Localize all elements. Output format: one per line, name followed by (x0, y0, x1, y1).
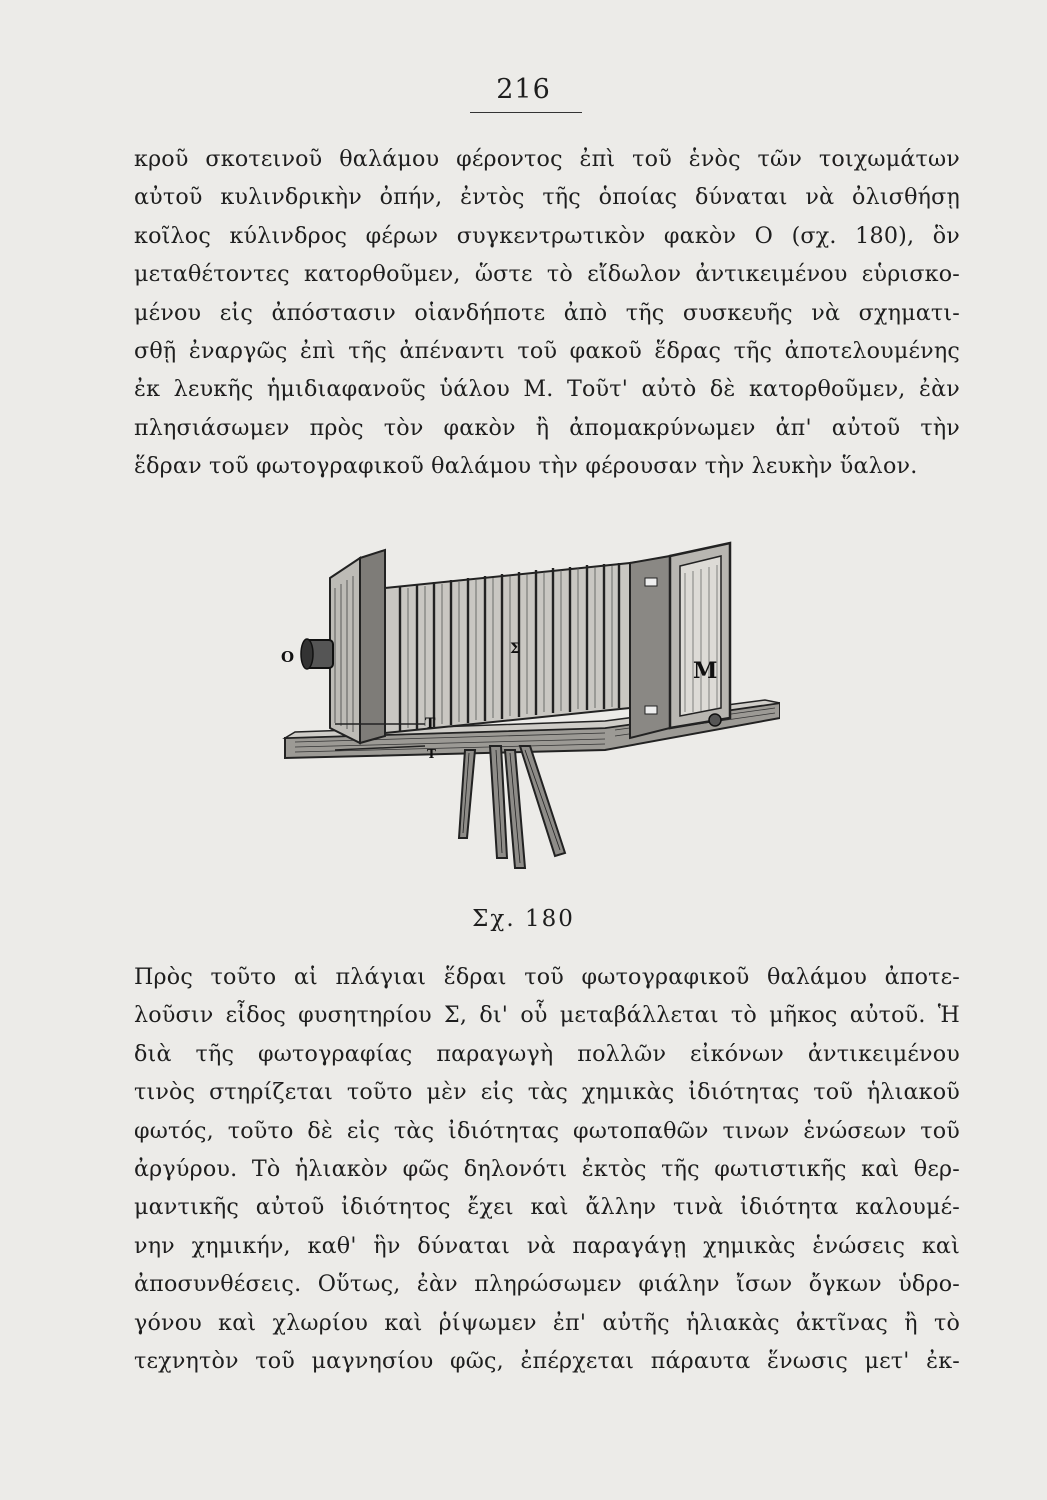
figure-caption: Σχ. 180 (472, 906, 575, 932)
paragraph-1 (134, 140, 960, 486)
text-line: σθῇ ἐναργῶς ἐπὶ τῆς ἀπέναντι τοῦ φακοῦ ἕδρας τῆς ἀποτελουμένης (134, 337, 960, 364)
text-line: μαντικῆς αὐτοῦ ἰδιότητος ἔχει καὶ ἄλλην τινὰ ἰδιότητα καλουμέ- (134, 1194, 960, 1221)
header-rule (470, 112, 582, 113)
figure-label-t-upper: T (425, 716, 436, 732)
text-line: ἐκ λευκῆς ἡμιδιαφανοῦς ὑάλου Μ. Τοῦτ' αὐτὸ δὲ κατορθοῦμεν, ἐὰν (134, 376, 960, 403)
text-line: γόνου καὶ χλωρίου καὶ ῥίψωμεν ἐπ' αὐτῆς ἡλιακὰς ἀκτῖνας ἢ τὸ (134, 1309, 960, 1336)
figure-label-sigma: Σ (510, 641, 520, 657)
text-line: ἀποσυνθέσεις. Οὕτως, ἐὰν πληρώσωμεν φιάλην ἴσων ὄγκων ὑδρο- (134, 1271, 960, 1298)
text-line: νην χημικήν, καθ' ἣν δύναται νὰ παραγάγῃ χημικὰς ἑνώσεις καὶ (134, 1232, 960, 1259)
text-line: μένου εἰς ἀπόστασιν οἱανδήποτε ἀπὸ τῆς συσκευῆς νὰ σχηματι- (134, 299, 960, 326)
camera-figure (275, 528, 780, 873)
text-line: πλησιάσωμεν πρὸς τὸν φακὸν ἢ ἀπομακρύνωμεν ἀπ' αὐτοῦ τὴν (134, 414, 960, 441)
text-line: τεχνητὸν τοῦ μαγνησίου φῶς, ἐπέρχεται πάραυτα ἕνωσις μετ' ἐκ- (134, 1347, 960, 1374)
text-line: διὰ τῆς φωτογραφίας παραγωγὴ πολλῶν εἰκόνων ἀντικειμένου (134, 1040, 960, 1067)
text-line: τινὸς στηρίζεται τοῦτο μὲν εἰς τὰς χημικὰς ἰδιότητας τοῦ ἡλιακοῦ (134, 1079, 960, 1106)
text-line: κροῦ σκοτεινοῦ θαλάμου φέροντος ἐπὶ τοῦ ἑνὸς τῶν τοιχωμάτων (134, 146, 960, 172)
text-line: κοῖλος κύλινδρος φέρων συγκεντρωτικὸν φακὸν Ο (σχ. 180), ὃν (134, 222, 960, 249)
bellows-camera-illustration (275, 528, 780, 873)
text-line: ἀργύρου. Τὸ ἡλιακὸν φῶς δηλονότι ἐκτὸς τῆς φωτιστικῆς καὶ θερ- (134, 1155, 960, 1182)
figure-label-m: M (693, 658, 718, 684)
text-line: αὐτοῦ κυλινδρικὴν ὀπήν, ἐντὸς τῆς ὁποίας δύναται νὰ ὀλισθήσῃ (134, 184, 960, 211)
page-number: 216 (496, 74, 551, 105)
text-line: Πρὸς τοῦτο αἱ πλάγιαι ἕδραι τοῦ φωτογραφικοῦ θαλάμου ἀποτε- (134, 964, 960, 990)
paragraph-2 (134, 958, 960, 1380)
text-line: ἕδραν τοῦ φωτογραφικοῦ θαλάμου τὴν φέρουσαν τὴν λευκὴν ὕαλον. (134, 453, 918, 480)
figure-label-t-lower: T (427, 747, 436, 761)
text-line: φωτός, τοῦτο δὲ εἰς τὰς ἰδιότητας φωτοπαθῶν τινων ἑνώσεων τοῦ (134, 1117, 960, 1144)
text-line: λοῦσιν εἶδος φυσητηρίου Σ, δι' οὗ μεταβάλλεται τὸ μῆκος αὐτοῦ. Ἡ (134, 1002, 960, 1029)
text-line: μεταθέτοντες κατορθοῦμεν, ὥστε τὸ εἴδωλον ἀντικειμένου εὑρισκο- (134, 261, 960, 288)
figure-label-o: O (281, 648, 295, 666)
